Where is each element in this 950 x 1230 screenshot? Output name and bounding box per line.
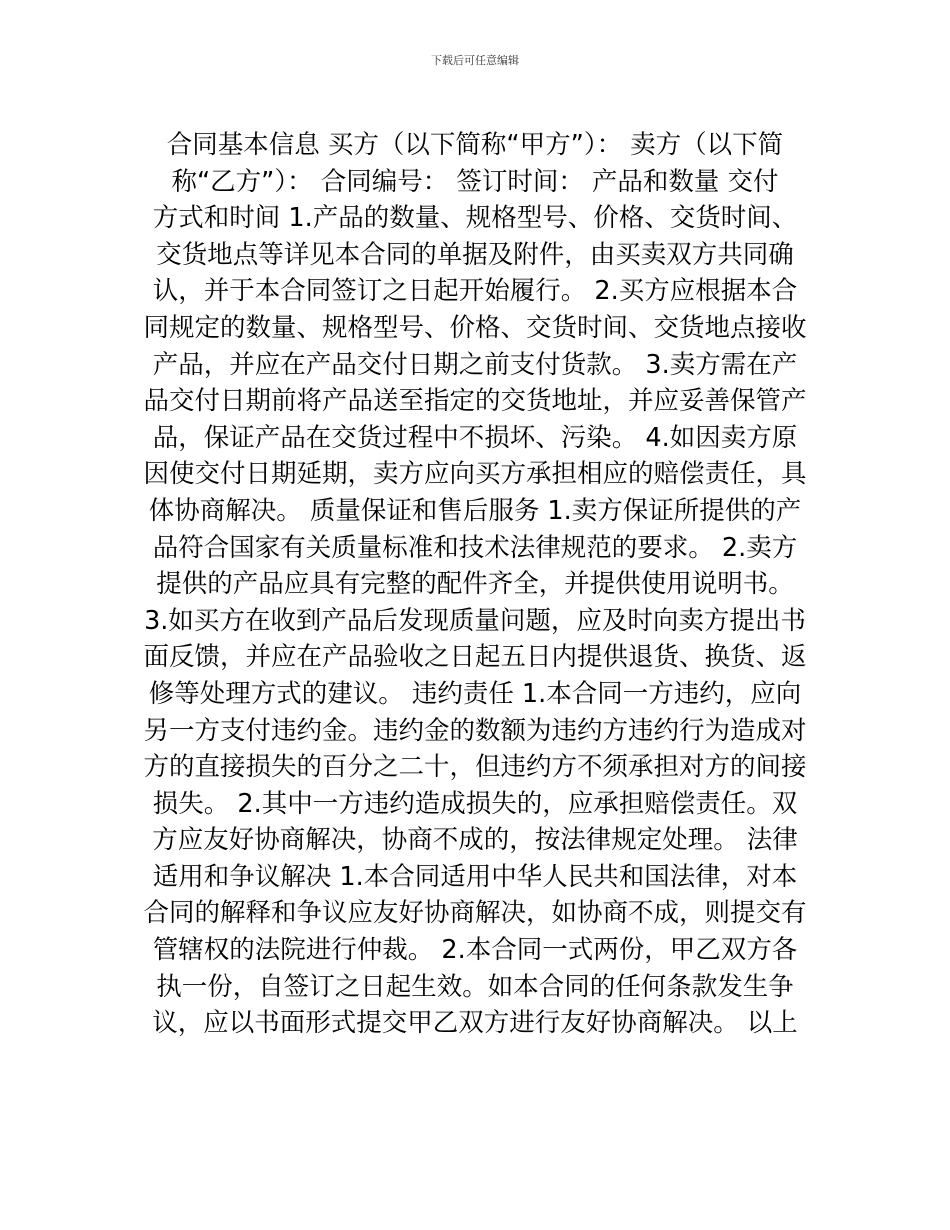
page-header-note: 下载后可任意编辑 [431,54,519,67]
body-line: 品交付日期前将产品送至指定的交货地址，并应妥善保管产 [143,386,807,417]
body-line: 方应友好协商解决，协商不成的，按法律规定处理。 法律 [152,825,798,856]
body-line: 称“乙方”）： 合同编号： 签订时间： 产品和数量 交付 [171,166,779,197]
body-line: 提供的产品应具有完整的配件齐全，并提供使用说明书。 [156,569,794,600]
body-line: 因使交付日期延期，卖方应向买方承担相应的赔偿责任，具 [143,459,807,490]
body-line: 合同的解释和争议应友好协商解决，如协商不成，则提交有 [143,898,807,929]
body-line: 议，应以书面形式提交甲乙双方进行友好协商解决。 以上 [152,1008,798,1039]
body-line: 面反馈，并应在产品验收之日起五日内提供退货、换货、返 [143,642,807,673]
body-line: 品符合国家有关质量标准和技术法律规范的要求。 2.卖方 [152,532,798,563]
body-line: 交货地点等详见本合同的单据及附件，由买卖双方共同确 [156,239,794,270]
body-line: 适用和争议解决 1.本合同适用中华人民共和国法律，对本 [152,861,798,892]
body-line: 3.如买方在收到产品后发现质量问题，应及时向卖方提出书 [144,605,806,636]
body-line: 方的直接损失的百分之二十，但违约方不须承担对方的间接 [143,752,807,783]
contract-body-text [108,127,842,1042]
body-line: 另一方支付违约金。违约金的数额为违约方违约行为造成对 [143,715,807,746]
body-line: 合同基本信息 买方（以下简称“甲方”）： 卖方（以下简 [166,130,784,160]
body-line: 方式和时间 1.产品的数量、规格型号、价格、交货时间、 [152,203,798,234]
body-line: 品，保证产品在交货过程中不损坏、污染。 4.如因卖方原 [152,422,798,453]
body-line: 同规定的数量、规格型号、价格、交货时间、交货地点接收 [143,312,807,343]
body-line: 认，并于本合同签订之日起开始履行。 2.买方应根据本合 [152,276,798,307]
body-line: 体协商解决。 质量保证和售后服务 1.卖方保证所提供的产 [148,495,802,526]
body-line: 产品，并应在产品交付日期之前支付货款。 3.卖方需在产 [152,349,798,380]
body-line: 损失。 2.其中一方违约造成损失的，应承担赔偿责任。双 [152,788,798,819]
body-line: 执一份，自签订之日起生效。如本合同的任何条款发生争 [156,971,794,1002]
body-line: 管辖权的法院进行仲裁。 2.本合同一式两份，甲乙双方各 [152,935,798,966]
body-line: 修等处理方式的建议。 违约责任 1.本合同一方违约，应向 [148,678,802,709]
